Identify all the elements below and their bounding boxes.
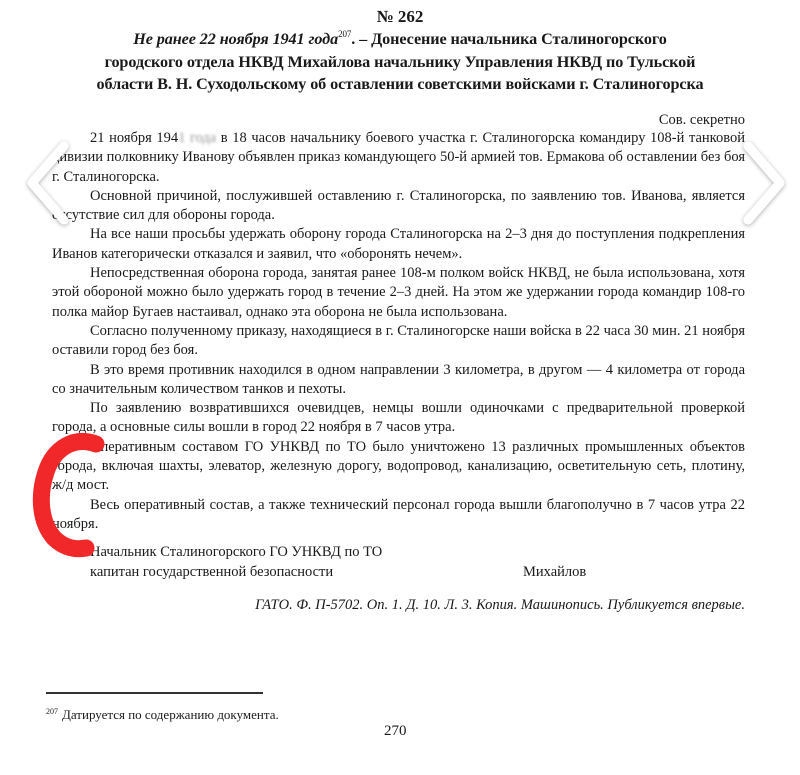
next-page-button[interactable]	[738, 138, 790, 228]
paragraph-text: 21 ноября 194	[90, 130, 179, 146]
signer-name: Михайлов	[523, 563, 587, 580]
signer-position: Начальник Сталиногорского ГО УНКВД по ТО	[90, 544, 383, 560]
paragraph	[52, 129, 745, 187]
paragraph: По заявлению возвратившихся очевидцев, немцы вошли одиночками с предварительной проверкой города, а основные силы вошли в город 22 ноября в 7 часов утра.	[52, 400, 745, 436]
paragraph-text: в 18 часов начальнику боевого участка г. Сталиногорска командиру 108-й танковой дивизии полковнику Иванову объявлен приказ командующего 50-й армией тов. Ермакова об оставлении без боя г. Сталиногорска.	[52, 130, 745, 185]
footnote	[46, 704, 279, 723]
heading-title-part1: . – Донесение начальника Сталиногорского	[351, 30, 667, 48]
paragraph: На все наши просьбы удержать оборону города Сталиногорска на 2–3 дня до поступления подкрепления Иванов категорически отказался и заявил, что «оборонять нечем».	[52, 226, 745, 262]
paragraph: Весь оперативный состав, а также технический персонал города вышли благополучно в 7 часов утра 22 ноября.	[52, 496, 745, 532]
archive-source: ГАТО. Ф. П-5702. Оп. 1. Д. 10. Л. 3. Копия. Машинопись. Публикуется впервые.	[255, 597, 745, 613]
signature-block	[90, 543, 730, 582]
paragraph: В это время противник находился в одном направлении 3 километра, в другом — 4 километра от города со значительным количеством танков и пехоты.	[52, 361, 745, 397]
document-body	[52, 129, 745, 534]
paragraph: Оперативным составом ГО УНКВД по ТО было уничтожено 13 различных промышленных объектов города, включая шахты, элеватор, железную дорогу, водопровод, канализацию, осветительную сеть, плотину, ж/д мост.	[52, 438, 745, 494]
paragraph: Основной причиной, послужившей оставлению г. Сталиногорска, по заявлению тов. Иванова, является отсутствие сил для обороны города.	[52, 187, 745, 224]
footnote-divider	[46, 692, 263, 694]
paragraph: Согласно полученному приказу, находящиеся в г. Сталиногорске наши войска в 22 часа 30 мин. 21 ноября оставили город без боя.	[52, 322, 745, 359]
previous-page-button[interactable]	[22, 138, 74, 228]
footnote-text: Датируется по содержанию документа.	[62, 707, 279, 722]
heading-title-part3: области В. Н. Суходольскому об оставлении советскими войсками г. Сталиногорска	[96, 75, 704, 93]
document-heading	[40, 28, 760, 96]
footnote-number: 207	[46, 707, 58, 716]
heading-date: Не ранее 22 ноября 1941 года	[133, 30, 339, 48]
secrecy-stamp: Сов. секретно	[658, 112, 745, 128]
heading-title-part2: городского отдела НКВД Михайлова начальнику Управления НКВД по Тульской	[104, 52, 696, 71]
chevron-right-icon	[738, 138, 790, 228]
heading-footnote-ref[interactable]: 207	[338, 29, 352, 39]
blurred-text: 1 года	[178, 130, 217, 146]
signer-rank: капитан государственной безопасности	[90, 563, 334, 580]
paragraph: Непосредственная оборона города, занятая ранее 108-м полком войск НКВД, не была использована, хотя этой обороной можно было удержать город в течение 2–3 дней. На этом же удержании города командир 108-го полка майор Бугаев настаивал, однако эта оборона не была использована.	[52, 265, 745, 320]
chevron-left-icon	[22, 138, 74, 228]
page-number: 270	[384, 723, 407, 739]
document-number: № 262	[376, 7, 424, 26]
